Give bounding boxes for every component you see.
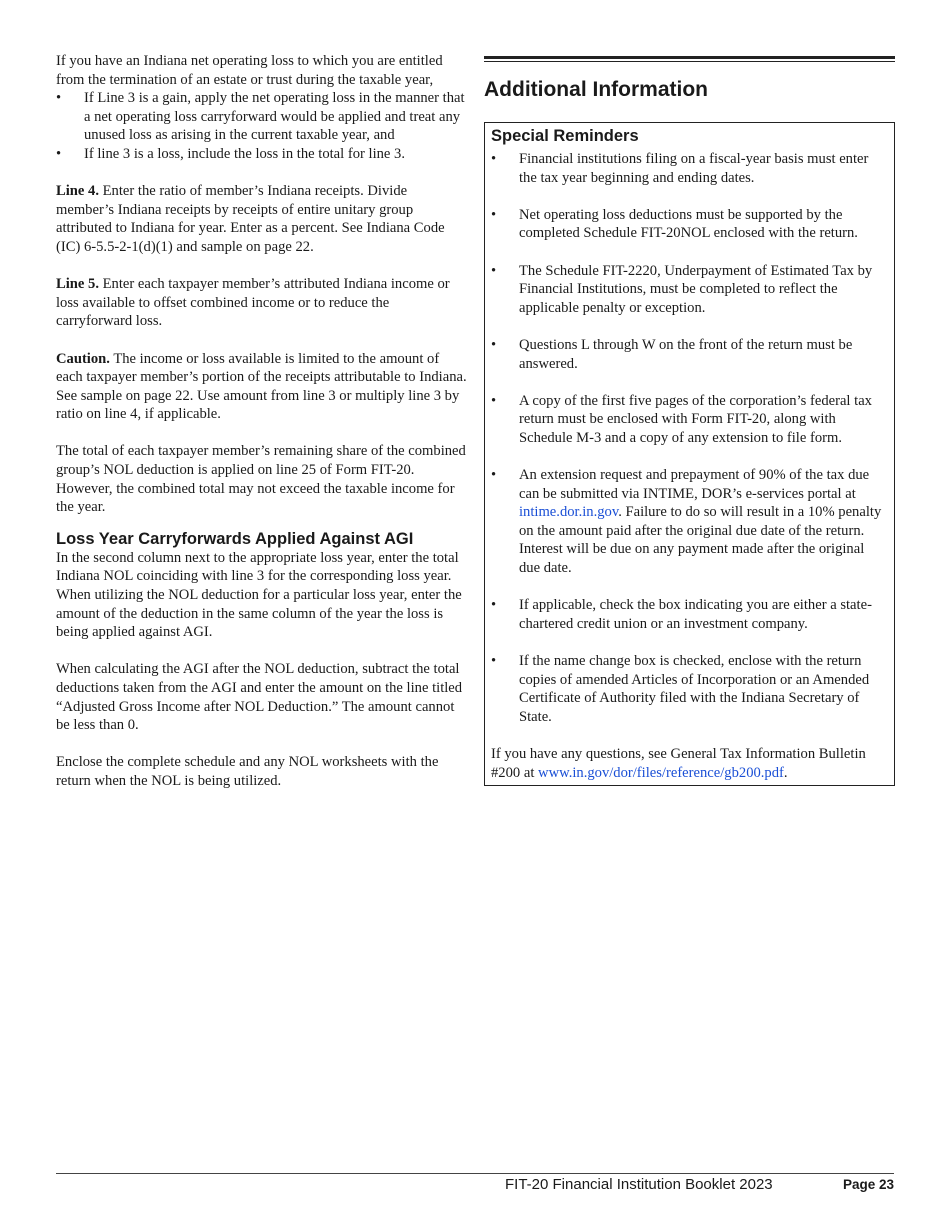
list-item: • If applicable, check the box indicating you are either a state-chartered credit union or an investment company. <box>491 596 888 633</box>
questions-text: If you have any questions, see General Tax Information Bulletin #200 at <box>491 746 866 781</box>
caution-paragraph <box>56 350 468 424</box>
list-item: • A copy of the first five pages of the corporation’s federal tax return must be enclosed with Form FIT-20, along with Schedule M-3 and a copy of any extension to file form. <box>491 392 888 448</box>
line4-paragraph <box>56 182 468 256</box>
list-item: • Net operating loss deductions must be supported by the completed Schedule FIT-20NOL enclosed with the return. <box>491 206 888 243</box>
list-item <box>491 466 888 578</box>
line4-text: Enter the ratio of member’s Indiana receipts. Divide member’s Indiana receipts by receipts of entire unitary group attributed to Indiana for year. Enter as a percent. See Indiana Code (IC) 6-5.5-2-1(d)(1) and sample on page 22. <box>56 183 445 255</box>
reminder-text: . Failure to do so will result in a 10% penalty on the amount paid after the original due date of the return. Interest will be due on any payment made after the original due date. <box>519 504 882 577</box>
intro-paragraph: If you have an Indiana net operating loss to which you are entitled from the termination of an estate or trust during the taxable year, <box>56 53 443 88</box>
bulletin-link[interactable]: www.in.gov/dor/files/reference/gb200.pdf <box>538 764 784 781</box>
caution-text: The income or loss available is limited to the amount of each taxpayer member’s portion of the receipts attributable to Indiana. See sample on page 22. Use amount from line 3 or multiply line 3 by ratio on line 4, if applicable. <box>56 350 467 423</box>
line5-label: Line 5. <box>56 276 99 293</box>
list-item: • Questions L through W on the front of the return must be answered. <box>491 336 888 373</box>
caution-label: Caution. <box>56 350 110 367</box>
questions-note <box>491 745 888 782</box>
line5-paragraph <box>56 275 468 331</box>
loss-year-heading: Loss Year Carryforwards Applied Against AGI <box>56 529 414 548</box>
loss-year-paragraph: In the second column next to the appropriate loss year, enter the total Indiana NOL coinciding with line 3 for the corresponding loss year. When utilizing the NOL deduction for a particular loss year, enter the amount of the deduction in the same column of the year the loss is being applied against AGI. <box>56 549 462 641</box>
list-item: • Financial institutions filing on a fiscal-year basis must enter the tax year beginning and ending dates. <box>491 150 888 187</box>
reminder-text: An extension request and prepayment of 90% of the tax due can be submitted via INTIME, DOR’s e-services portal at <box>519 467 870 502</box>
list-item: • If the name change box is checked, enclose with the return copies of amended Articles of Incorporation or an Amended Certificate of Authority filed with the Indiana Secretary of State. <box>491 652 888 726</box>
intro-bullet-list <box>56 89 468 163</box>
footer-divider <box>56 1173 894 1174</box>
reminders-list <box>491 150 888 726</box>
list-item: • The Schedule FIT-2220, Underpayment of Estimated Tax by Financial Institutions, must be completed to reflect the applicable penalty or exception. <box>491 262 888 318</box>
list-item: • If line 3 is a loss, include the loss in the total for line 3. <box>56 145 468 164</box>
footer-title: FIT-20 Financial Institution Booklet 2023 <box>505 1176 773 1193</box>
section-title: Additional Information <box>484 78 708 101</box>
page-number: Page 23 <box>842 1177 894 1192</box>
line5-text: Enter each taxpayer member’s attributed Indiana income or loss available to offset combined income or to reduce the carryforward loss. <box>56 276 450 330</box>
enclose-paragraph: Enclose the complete schedule and any NOL worksheets with the return when the NOL is being utilized. <box>56 754 439 789</box>
special-reminders-title: Special Reminders <box>491 127 639 145</box>
line4-label: Line 4. <box>56 183 99 200</box>
left-column <box>56 52 468 791</box>
questions-text-end: . <box>783 764 788 781</box>
list-item: • If Line 3 is a gain, apply the net operating loss in the manner that a net operating loss carryforward would be applied and treat any unused loss as arising in the current taxable year, and <box>56 89 468 145</box>
agi-paragraph: When calculating the AGI after the NOL deduction, subtract the total deductions taken from the AGI and enter the amount on the line titled “Adjusted Gross Income after NOL Deduction.” The amount cannot be less than 0. <box>56 661 463 734</box>
intime-link[interactable]: intime.dor.in.gov <box>519 504 619 521</box>
total-paragraph: The total of each taxpayer member’s remaining share of the combined group’s NOL deduction is applied on line 25 of Form FIT-20. However, the combined total may not exceed the taxable income for the year. <box>56 443 466 516</box>
right-column <box>484 56 895 786</box>
special-reminders-box <box>484 122 895 786</box>
section-divider <box>484 56 895 62</box>
